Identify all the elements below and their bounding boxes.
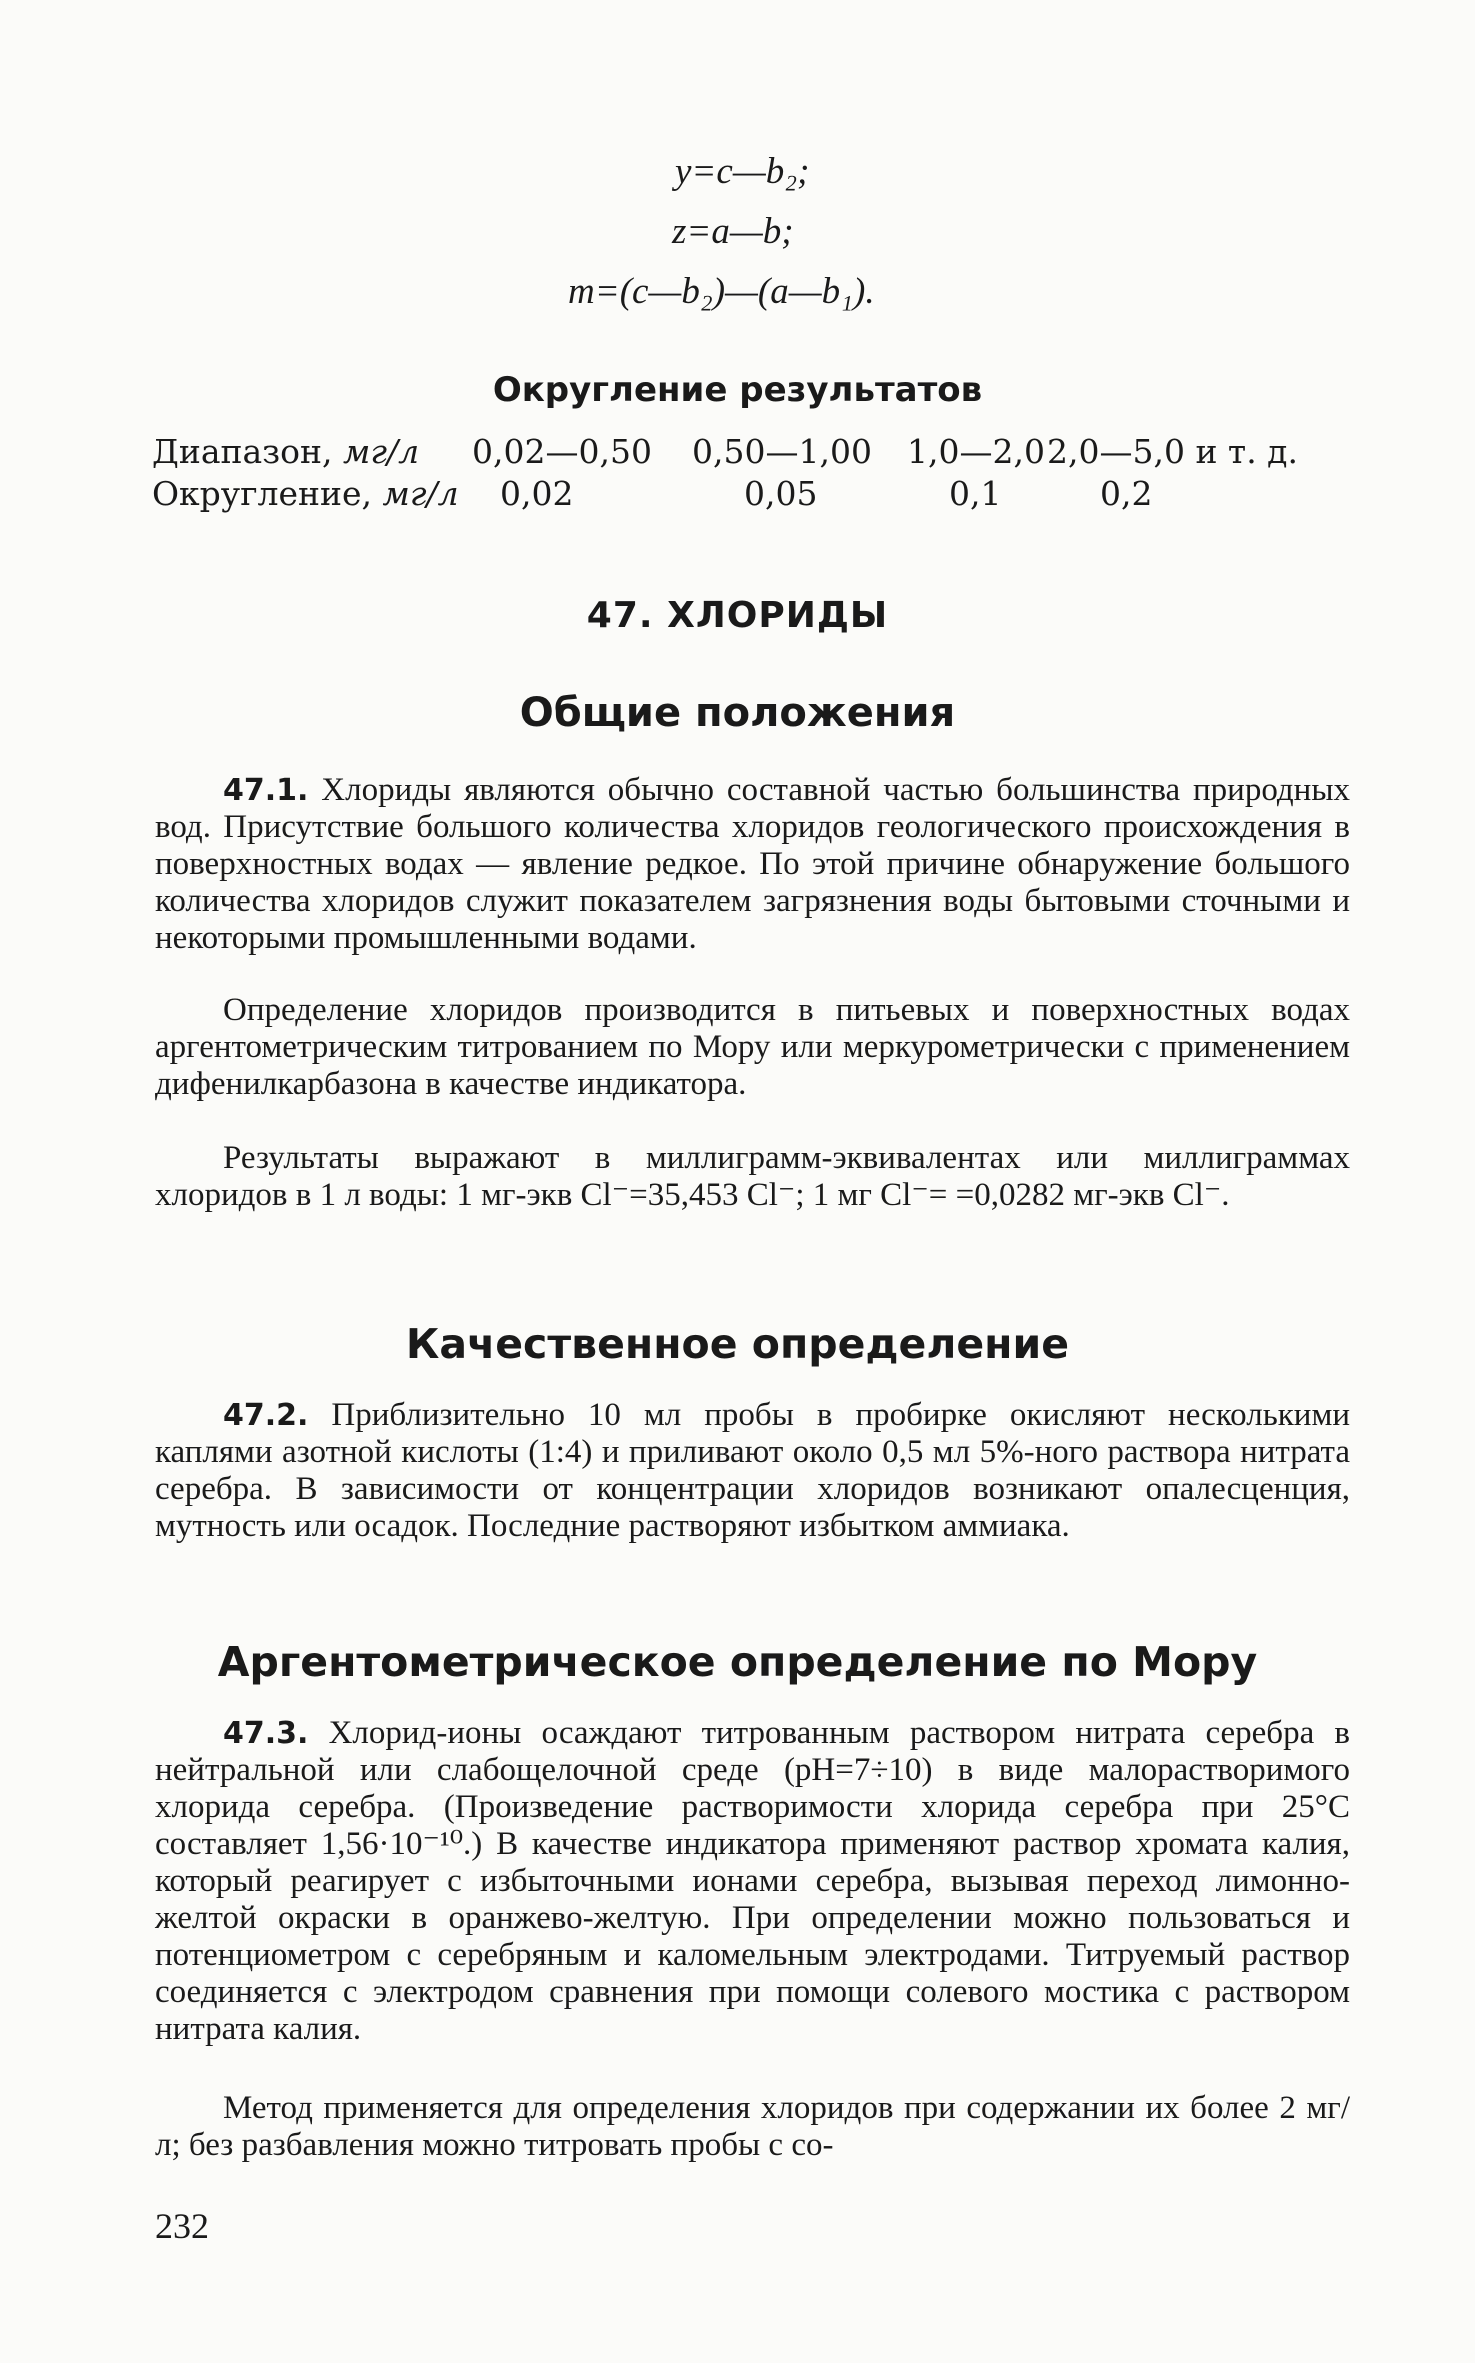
range-cell: 1,0—2,0: [907, 432, 1045, 471]
range-label: Диапазон, мг/л: [152, 432, 420, 471]
round-cell: 0,1: [949, 474, 1002, 513]
page-number: 232: [155, 2206, 209, 2246]
range-cell: 0,50—1,00: [692, 432, 872, 471]
paragraph-methods: Определение хлоридов производится в питьевых и поверхностных водах аргентометрическим титрованием по Мору или меркурометрически с применением дифенилкарбазона в качестве индикатора.: [155, 992, 1350, 1102]
round-label: Округление, мг/л: [152, 474, 459, 513]
argentometric-heading: Аргентометрическое определение по Мору: [217, 1638, 1258, 1686]
clause-number: 47.1.: [223, 773, 309, 808]
formula-y: y=c—b₂;: [675, 151, 810, 192]
clause-number: 47.2.: [223, 1398, 309, 1433]
round-cell: 0,2: [1100, 474, 1153, 513]
formula-m: m=(c—b₂)—(a—b₁).: [568, 271, 875, 312]
range-cell: 2,0—5,0 и т. д.: [1047, 432, 1298, 471]
paragraph-results: Результаты выражают в миллиграмм-эквивалентах или миллиграммах хлоридов в 1 л воды: 1 мг-экв Cl⁻=35,453 Cl⁻; 1 мг Cl⁻= =0,0282 мг-экв Cl⁻.: [155, 1140, 1350, 1213]
formula-z: z=a—b;: [672, 211, 794, 252]
chapter-title: 47. ХЛОРИДЫ: [586, 595, 889, 636]
round-cell: 0,02: [500, 474, 574, 513]
clause-number: 47.3.: [223, 1716, 309, 1751]
general-heading: Общие положения: [519, 690, 956, 736]
paragraph-47-2: 47.2. Приблизительно 10 мл пробы в пробирке окисляют несколькими каплями азотной кислоты (1:4) и приливают около 0,5 мл 5%-ного раствора нитрата серебра. В зависимости от концентрации хлоридов возникают опалесценция, мутность или осадок. Последние растворяют избытком аммиака.: [155, 1397, 1350, 1544]
range-cell: 0,02—0,50: [472, 432, 652, 471]
paragraph-method-use: Метод применяется для определения хлоридов при содержании их более 2 мг/л; без разбавления можно титровать пробы с со-: [155, 2090, 1350, 2163]
paragraph-47-1: 47.1. Хлориды являются обычно составной частью большинства природных вод. Присутствие большого количества хлоридов геологического происхождения в поверхностных водах — явление редкое. По этой причине обнаружение большого количества хлоридов служит показателем загрязнения воды бытовыми сточными и некоторыми промышленными водами.: [155, 772, 1350, 956]
qualitative-heading: Качественное определение: [405, 1320, 1070, 1368]
round-cell: 0,05: [744, 474, 818, 513]
paragraph-47-3: 47.3. Хлорид-ионы осаждают титрованным раствором нитрата серебра в нейтральной или слабощелочной среде (pH=7÷10) в виде малорастворимого хлорида серебра. (Произведение растворимости хлорида серебра при 25°C составляет 1,56·10⁻¹⁰.) В качестве индикатора применяют раствор хромата калия, который реагирует с избыточными ионами серебра, вызывая переход лимонно-желтой окраски в оранжево-желтую. При определении можно пользоваться и потенциометром с серебряным и каломельным электродами. Титруемый раствор соединяется с электродом сравнения при помощи солевого мостика с раствором нитрата калия.: [155, 1715, 1350, 2047]
rounding-heading: Округление результатов: [492, 370, 983, 410]
